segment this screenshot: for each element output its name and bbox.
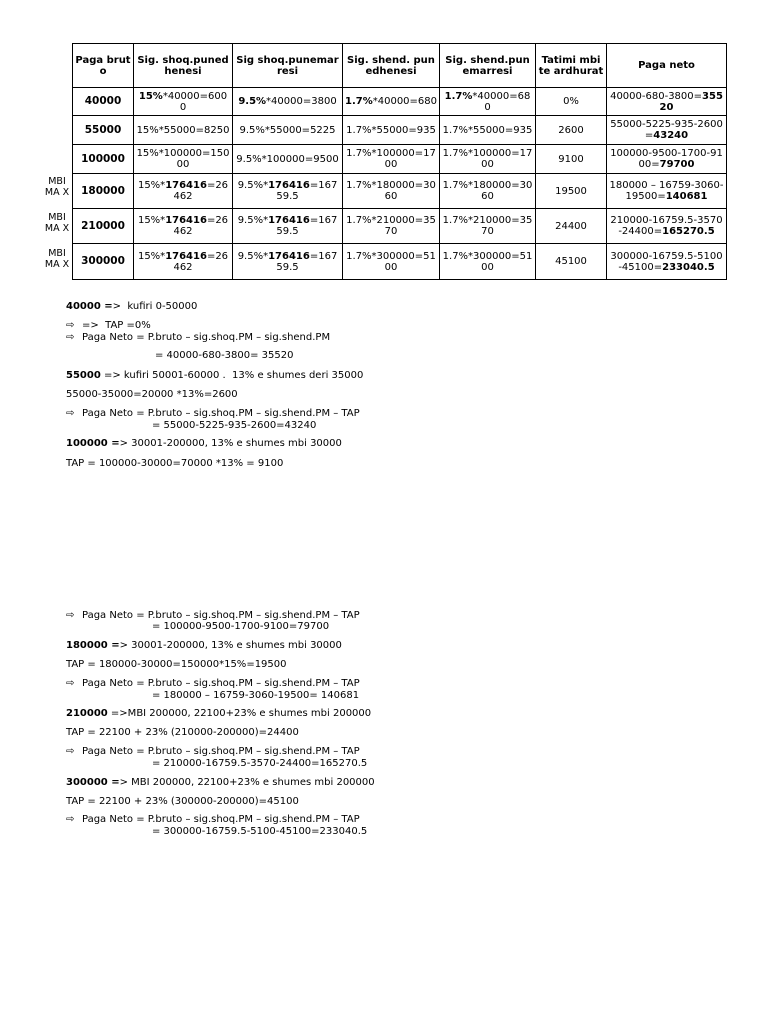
paga-neto-cell [607,209,727,244]
sig-shoq-punemarresi-cell [233,174,343,209]
sig-shend-punedhenesi-cell [343,174,440,209]
sig-shoq-punemarresi-cell [233,116,343,145]
table-row [73,174,727,209]
note-text: Paga Neto = P.bruto – sig.shoq.PM – sig.shend.PM – TAP [82,814,360,825]
mbi-max-label: MBI MA X [44,212,70,234]
tatimi-cell: 0% [536,88,607,116]
sig-shoq-punemarresi-cell [233,244,343,280]
note-line [66,320,151,332]
formula-part: 176416 [165,215,207,226]
note-line [66,301,197,313]
tatimi-cell: 45100 [536,244,607,280]
tatimi-cell: 19500 [536,174,607,209]
tatimi-cell: 9100 [536,145,607,174]
formula-part: 1.7%*300000=5100 [346,250,436,273]
note-text: = 300000-16759.5-5100-45100=233040.5 [152,826,368,837]
formula-part: 300000-16759.5-5100-45100= [610,250,723,273]
formula-part: 1.7% [444,90,473,102]
note-text: = 55000-5225-935-2600=43240 [152,420,317,431]
formula-part: 176416 [165,250,207,262]
note-line [66,727,299,739]
table-row [73,88,727,116]
note-text: Paga Neto = P.bruto – sig.shoq.PM – sig.shend.PM – TAP [82,678,360,689]
sig-shoq-punedhenesi-cell [134,145,233,174]
header-sig-shend-punemarresi: Sig. shend.punemarresi [440,44,536,88]
formula-part: =16759.5 [276,215,338,237]
sig-shend-punemarresi-cell [440,116,536,145]
note-text: Paga Neto = P.bruto – sig.shoq.PM – sig.shend.PM – TAP [82,746,360,757]
paga-neto-cell [607,145,727,174]
formula-part: 1.7%*180000=3060 [442,180,533,202]
formula-part: 9.5%* [237,215,269,226]
header-tatimi: Tatimi mbi te ardhurat [536,44,607,88]
table-row [73,209,727,244]
formula-part: 233040.5 [662,261,715,273]
note-text: => kufiri 50001-60000 . 13% e shumes deri 35000 [100,370,364,381]
mbi-max-label: MBI MA X [44,248,70,270]
paga-neto-cell [607,88,727,116]
formula-part: =26462 [173,215,229,237]
formula-part: 140681 [665,191,708,202]
salary-table [72,43,727,280]
formula-part: =16759.5 [276,250,338,273]
note-line [66,438,342,450]
formula-part: 1.7%*100000=1700 [442,148,533,170]
paga-bruto-cell: 100000 [73,145,134,174]
sig-shoq-punedhenesi-cell [134,244,233,280]
note-text: > 30001-200000, 13% e shumes mbi 30000 [119,438,342,449]
paga-neto-cell [607,244,727,280]
note-line [66,746,360,758]
tatimi-cell: 2600 [536,116,607,145]
sig-shend-punedhenesi-cell [343,145,440,174]
formula-part: 9.5%*55000=5225 [239,124,336,136]
arrow-bullet-icon: ⇨ [66,610,75,621]
table-row [73,145,727,174]
sig-shoq-punedhenesi-cell [134,174,233,209]
note-line [155,350,294,362]
sig-shend-punedhenesi-cell [343,244,440,280]
paga-bruto-cell: 55000 [73,116,134,145]
note-text: TAP = 180000-30000=150000*15%=19500 [66,659,287,670]
paga-neto-cell [607,174,727,209]
formula-part: 1.7%*210000=3570 [442,215,533,237]
arrow-bullet-icon: ⇨ [66,814,75,825]
formula-part: *40000=680 [472,90,531,113]
note-line [152,420,316,432]
note-text: Paga Neto = P.bruto – sig.shoq.PM – sig.shend.PM – TAP [82,408,360,419]
paga-bruto-cell: 210000 [73,209,134,244]
formula-part: 15%* [137,250,166,262]
note-line [152,758,367,770]
note-line [152,826,367,838]
formula-part: 176416 [268,180,310,191]
note-text: > kufiri 0-50000 [112,301,198,312]
formula-part: 1.7%*210000=3570 [346,215,436,237]
sig-shend-punemarresi-cell [440,145,536,174]
note-bold-part: 180000 = [66,640,120,651]
note-text: > MBI 200000, 22100+23% e shumes mbi 200000 [119,777,375,788]
note-line [66,777,375,789]
note-text: = 210000-16759.5-3570-24400=165270.5 [152,758,368,769]
sig-shoq-punemarresi-cell [233,88,343,116]
formula-part: 9.5%* [237,180,269,191]
note-bold-part: 40000 = [66,301,113,312]
sig-shoq-punemarresi-cell [233,145,343,174]
note-line [66,708,371,720]
arrow-bullet-icon: ⇨ [66,320,75,331]
note-bold-part: 55000 [66,370,101,381]
header-paga-bruto: Paga bruto [73,44,134,88]
note-text: TAP = 22100 + 23% (300000-200000)=45100 [66,796,299,807]
sig-shend-punemarresi-cell [440,174,536,209]
formula-part: 1.7%*100000=1700 [346,148,436,170]
paga-bruto-cell: 180000 [73,174,134,209]
formula-part: 176416 [268,250,310,262]
note-line [66,458,283,470]
arrow-bullet-icon: ⇨ [66,408,75,419]
formula-part: 176416 [165,180,207,191]
arrow-bullet-icon: ⇨ [66,678,75,689]
sig-shoq-punedhenesi-cell [134,209,233,244]
formula-part: 40000-680-3800= [610,90,703,102]
formula-part: 79700 [659,159,695,170]
formula-part: 35520 [659,90,723,113]
header-sig-shend-punedhenesi: Sig. shend. punedhenesi [343,44,440,88]
formula-part: *40000=3800 [266,96,337,107]
formula-part: =26462 [173,250,229,273]
arrow-bullet-icon: ⇨ [66,332,75,343]
formula-part: 55000-5225-935-2600= [610,119,723,141]
formula-part: 1.7%*300000=5100 [442,250,533,273]
note-text: 55000-35000=20000 *13%=2600 [66,389,238,400]
note-text: = 100000-9500-1700-9100=79700 [152,621,330,632]
formula-part: 15%* [137,215,166,226]
formula-part: 165270.5 [662,226,715,237]
formula-part: 1.7%*55000=935 [346,124,436,136]
sig-shoq-punedhenesi-cell [134,116,233,145]
formula-part: 15%*100000=15000 [136,148,230,170]
paga-bruto-cell: 40000 [73,88,134,116]
note-line [66,370,363,382]
table-row [73,244,727,280]
sig-shoq-punemarresi-cell [233,209,343,244]
sig-shend-punedhenesi-cell [343,209,440,244]
note-line [66,332,330,344]
formula-part: 15%* [137,180,166,191]
note-bold-part: 210000 [66,708,108,719]
formula-part: 176416 [268,215,310,226]
formula-part: =26462 [173,180,229,202]
sig-shend-punemarresi-cell [440,244,536,280]
formula-part: 43240 [653,130,689,141]
note-line [152,690,359,702]
formula-part: *40000=6000 [162,90,228,113]
note-text: TAP = 100000-30000=70000 *13% = 9100 [66,458,284,469]
formula-part: 9.5%*100000=9500 [236,153,339,165]
sig-shend-punedhenesi-cell [343,116,440,145]
formula-part: 15%*55000=8250 [136,124,230,136]
table-header-row [73,44,727,88]
header-paga-neto: Paga neto [607,44,727,88]
mbi-max-label: MBI MA X [44,176,70,198]
note-line [66,408,360,420]
note-line [66,796,299,808]
arrow-bullet-icon: ⇨ [66,746,75,757]
paga-neto-cell [607,116,727,145]
formula-part: 9.5% [238,96,267,107]
sig-shend-punedhenesi-cell [343,88,440,116]
formula-part: 1.7% [345,96,373,107]
formula-part: 15% [138,90,163,102]
sig-shend-punemarresi-cell [440,209,536,244]
note-text: =>MBI 200000, 22100+23% e shumes mbi 200000 [107,708,372,719]
formula-part: 9.5%* [237,250,269,262]
formula-part: =16759.5 [276,180,338,202]
note-line [66,659,287,671]
table-row [73,116,727,145]
note-text: => TAP =0% [82,320,151,331]
header-sig-shoq-punedhenesi: Sig. shoq.punedhenesi [134,44,233,88]
sig-shoq-punedhenesi-cell [134,88,233,116]
note-text: Paga Neto = P.bruto – sig.shoq.PM – sig.shend.PM – TAP [82,610,360,621]
note-text: TAP = 22100 + 23% (210000-200000)=24400 [66,727,299,738]
tatimi-cell: 24400 [536,209,607,244]
note-bold-part: 300000 = [66,777,120,788]
note-line [66,678,360,690]
note-line [152,621,329,633]
formula-part: *40000=680 [372,96,438,107]
formula-part: 1.7%*55000=935 [442,124,533,136]
note-bold-part: 100000 = [66,438,120,449]
paga-bruto-cell: 300000 [73,244,134,280]
note-line [66,389,238,401]
formula-part: 210000-16759.5-3570-24400= [610,215,723,237]
formula-part: 100000-9500-1700-9100= [610,148,723,170]
sig-shend-punemarresi-cell [440,88,536,116]
note-text: = 40000-680-3800= 35520 [155,350,294,361]
note-text: = 180000 – 16759-3060-19500= 140681 [152,690,360,701]
formula-part: 1.7%*180000=3060 [346,180,436,202]
note-line [66,640,342,652]
header-sig-shoq-punemarresi: Sig shoq.punemarresi [233,44,343,88]
note-text: > 30001-200000, 13% e shumes mbi 30000 [119,640,342,651]
note-line [66,814,360,826]
formula-part: 180000 – 16759-3060-19500= [609,180,724,202]
note-text: Paga Neto = P.bruto – sig.shoq.PM – sig.shend.PM [82,332,331,343]
